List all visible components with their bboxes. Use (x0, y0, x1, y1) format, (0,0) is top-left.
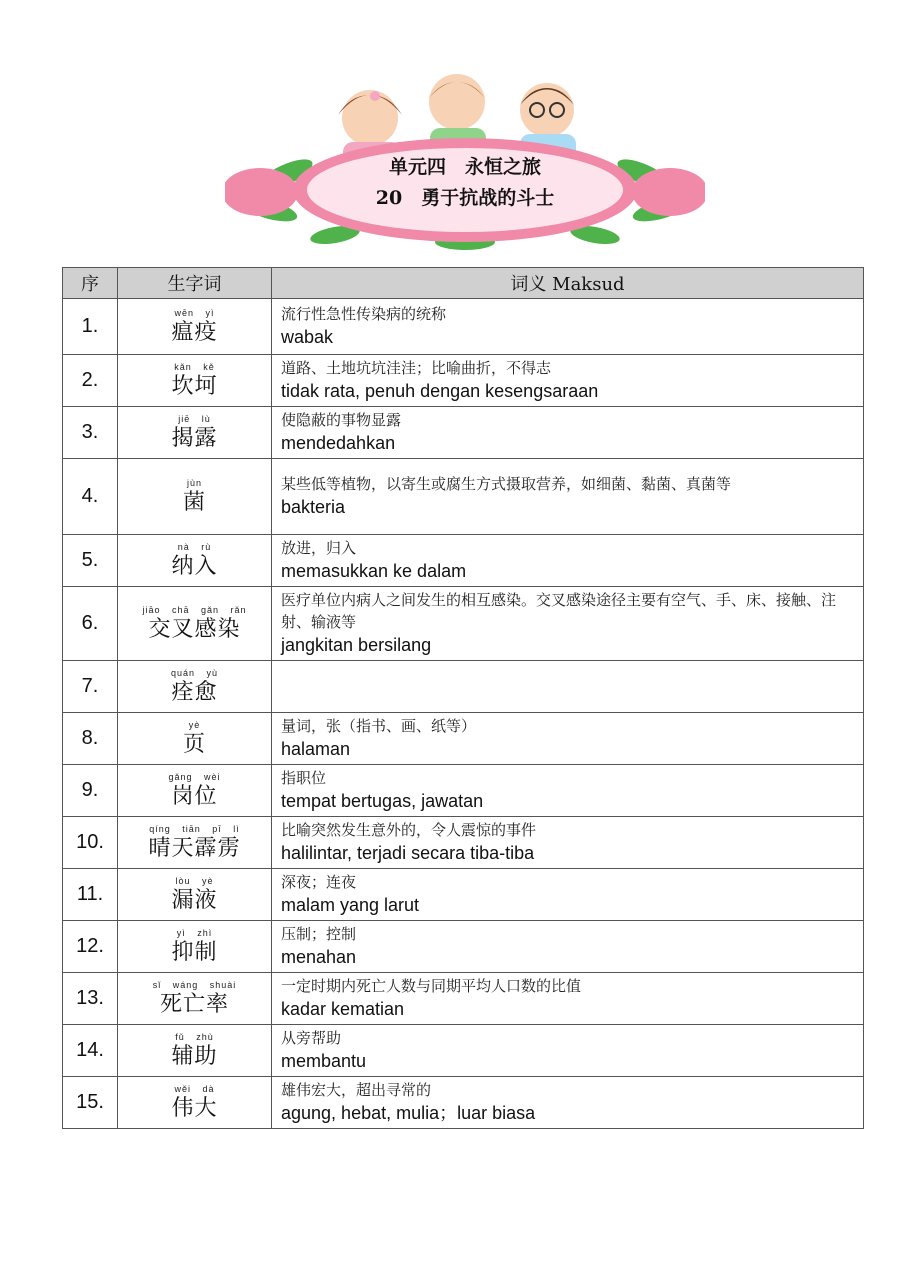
chinese-word: 揭露 (171, 425, 218, 451)
meaning-cell (272, 355, 864, 407)
chinese-definition: 指职位 (281, 769, 327, 787)
meaning-cell (272, 459, 864, 535)
row-number: 14. (63, 1025, 118, 1077)
table-row (63, 1077, 864, 1129)
meaning-cell (272, 535, 864, 587)
chinese-definition: 道路、土地坑坑洼洼；比喻曲折，不得志 (281, 359, 552, 377)
row-number: 5. (63, 535, 118, 587)
pinyin: nà rù (177, 541, 212, 552)
table-row (63, 1025, 864, 1077)
row-number: 4. (63, 459, 118, 535)
chinese-word: 菌 (182, 489, 206, 515)
chinese-word: 痊愈 (171, 679, 218, 705)
meaning-cell (272, 407, 864, 459)
chinese-definition: 放进，归入 (281, 539, 357, 557)
pinyin: fǔ zhù (175, 1031, 214, 1042)
malay-meaning: halaman (281, 739, 351, 759)
vocab-word-cell (118, 407, 272, 459)
meaning-cell (272, 299, 864, 355)
table-row (63, 765, 864, 817)
vocab-word-cell (118, 355, 272, 407)
vocab-word-cell (118, 299, 272, 355)
chinese-definition: 压制；控制 (281, 925, 357, 943)
header-word: 生字词 (118, 268, 272, 299)
meaning-cell (272, 713, 864, 765)
pinyin: sǐ wáng shuài (152, 979, 237, 990)
chinese-word: 死亡率 (159, 991, 229, 1017)
malay-meaning: malam yang larut (281, 895, 420, 915)
malay-meaning: mendedahkan (281, 433, 396, 453)
malay-meaning: menahan (281, 947, 357, 967)
chinese-definition: 一定时期内死亡人数与同期平均人口数的比值 (281, 977, 582, 995)
meaning-cell (272, 1025, 864, 1077)
pinyin: kǎn kě (174, 361, 215, 372)
chinese-definition: 流行性急性传染病的统称 (281, 305, 447, 323)
row-number: 12. (63, 921, 118, 973)
chinese-word: 交叉感染 (148, 616, 241, 642)
pinyin: wěi dà (174, 1083, 215, 1094)
chinese-definition: 某些低等植物，以寄生或腐生方式摄取营养，如细菌、黏菌、真菌等 (281, 475, 732, 493)
meaning-cell (272, 1077, 864, 1129)
row-number: 7. (63, 661, 118, 713)
chinese-definition: 深夜；连夜 (281, 873, 357, 891)
vocab-word-cell (118, 973, 272, 1025)
row-number: 13. (63, 973, 118, 1025)
table-row (63, 459, 864, 535)
pinyin: yè (188, 719, 201, 730)
vocab-word-cell (118, 1077, 272, 1129)
row-number: 9. (63, 765, 118, 817)
table-row (63, 661, 864, 713)
row-number: 15. (63, 1077, 118, 1129)
pinyin: yì zhì (176, 927, 213, 938)
pinyin: jiē lù (178, 413, 211, 424)
row-number: 11. (63, 869, 118, 921)
row-number: 1. (63, 299, 118, 355)
meaning-cell (272, 869, 864, 921)
chinese-word: 坎坷 (171, 373, 218, 399)
chinese-word: 抑制 (171, 939, 218, 965)
vocab-word-cell (118, 1025, 272, 1077)
chinese-definition: 使隐蔽的事物显露 (281, 411, 402, 429)
table-row (63, 587, 864, 661)
meaning-cell (272, 765, 864, 817)
vocab-word-cell (118, 661, 272, 713)
malay-meaning: kadar kematian (281, 999, 405, 1019)
meaning-cell (272, 587, 864, 661)
row-number: 8. (63, 713, 118, 765)
vocab-word-cell (118, 765, 272, 817)
vocab-word-cell (118, 459, 272, 535)
malay-meaning: tempat bertugas, jawatan (281, 791, 484, 811)
row-number: 2. (63, 355, 118, 407)
chinese-word: 漏液 (171, 887, 218, 913)
row-number: 3. (63, 407, 118, 459)
chinese-word: 瘟疫 (171, 319, 218, 345)
malay-meaning: jangkitan bersilang (281, 635, 432, 655)
vocabulary-table (62, 267, 864, 1129)
malay-meaning: halilintar, terjadi secara tiba-tiba (281, 843, 535, 863)
table-row (63, 817, 864, 869)
table-row (63, 921, 864, 973)
chinese-word: 纳入 (171, 553, 218, 579)
vocab-word-cell (118, 535, 272, 587)
unit-title: 单元四 永恒之旅 (388, 156, 541, 178)
table-row (63, 973, 864, 1025)
chinese-word: 晴天霹雳 (148, 835, 241, 861)
lesson-title: 20 勇于抗战的斗士 (375, 187, 555, 209)
chinese-definition: 量词，张（指书、画、纸等） (281, 717, 477, 735)
chinese-word: 页 (182, 731, 206, 757)
pinyin: lòu yè (175, 875, 214, 886)
chinese-definition: 比喻突然发生意外的，令人震惊的事件 (281, 821, 537, 839)
banner-title (325, 152, 605, 214)
vocab-word-cell (118, 921, 272, 973)
table-row (63, 355, 864, 407)
vocab-word-cell (118, 713, 272, 765)
row-number: 10. (63, 817, 118, 869)
chinese-word: 伟大 (171, 1095, 218, 1121)
pinyin: jùn (186, 477, 202, 488)
chinese-definition: 医疗单位内病人之间发生的相互感染。交叉感染途径主要有空气、手、床、接触、注射、输液等 (281, 591, 837, 631)
meaning-cell (272, 921, 864, 973)
malay-meaning: memasukkan ke dalam (281, 561, 467, 581)
pinyin: wēn yì (174, 307, 215, 318)
table-header-row (63, 268, 864, 299)
pinyin: gǎng wèi (168, 771, 221, 782)
malay-meaning: bakteria (281, 497, 346, 517)
table-row (63, 407, 864, 459)
chinese-word: 辅助 (171, 1043, 218, 1069)
pinyin: quán yù (170, 667, 219, 678)
table-row (63, 535, 864, 587)
chinese-definition: 雄伟宏大，超出寻常的 (281, 1081, 432, 1099)
header-number: 序 (63, 268, 118, 299)
malay-meaning: agung, hebat, mulia；luar biasa (281, 1103, 536, 1123)
table-row (63, 713, 864, 765)
chinese-word: 岗位 (171, 783, 218, 809)
vocab-word-cell (118, 587, 272, 661)
lesson-banner (225, 70, 705, 255)
table-row (63, 869, 864, 921)
meaning-cell (272, 661, 864, 713)
vocab-word-cell (118, 817, 272, 869)
malay-meaning: membantu (281, 1051, 367, 1071)
malay-meaning: wabak (281, 327, 334, 347)
meaning-cell (272, 973, 864, 1025)
vocab-word-cell (118, 869, 272, 921)
malay-meaning: tidak rata, penuh dengan kesengsaraan (281, 381, 599, 401)
header-meaning: 词义 Maksud (272, 268, 864, 299)
meaning-cell (272, 817, 864, 869)
row-number: 6. (63, 587, 118, 661)
chinese-definition: 从旁帮助 (281, 1029, 342, 1047)
table-row (63, 299, 864, 355)
pinyin: qíng tiān pī lì (149, 823, 240, 834)
pinyin: jiāo chā gǎn rǎn (142, 604, 247, 615)
